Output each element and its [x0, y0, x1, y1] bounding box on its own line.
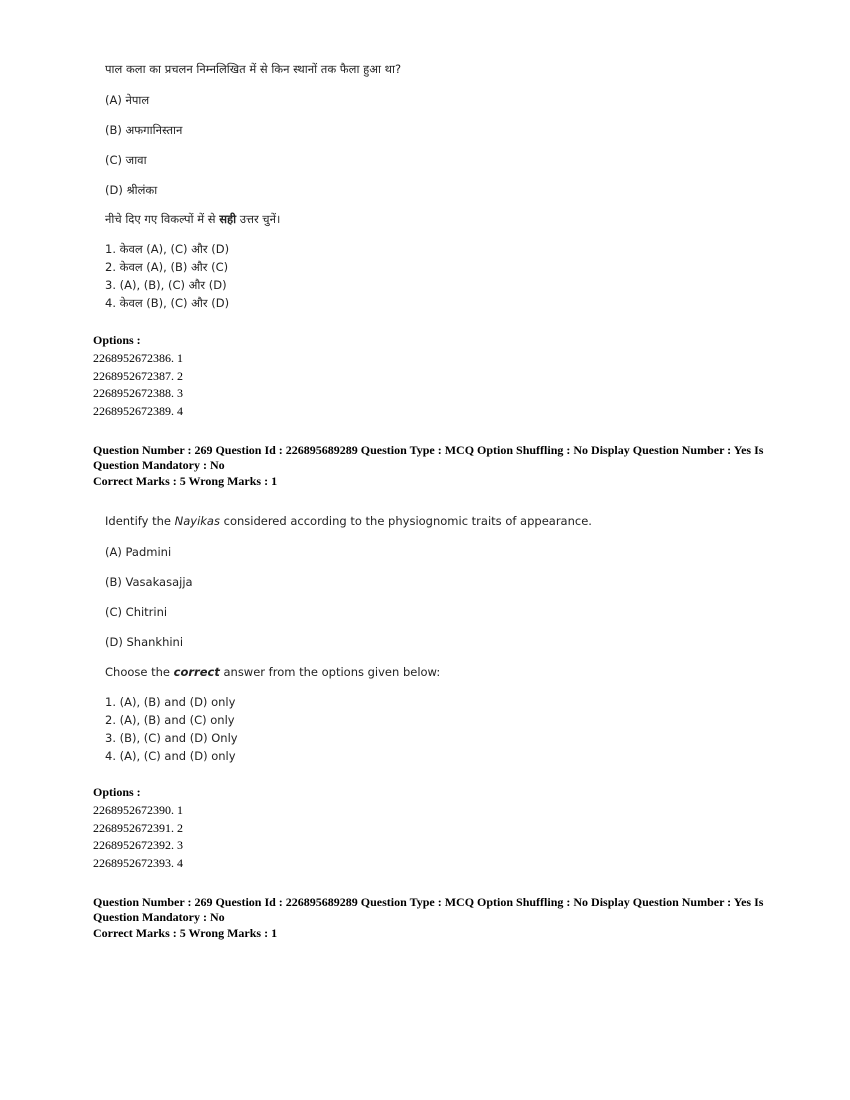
option-id: 2268952672386. 1	[93, 351, 183, 365]
answer-choice: 2. केवल (A), (B) और (C)	[105, 260, 229, 274]
statement-c: (C) जावा	[105, 153, 147, 167]
meta-line: Question Number : 269 Question Id : 226895689289 Question Type : MCQ Option Shuffling : No Display Question Number : Yes Is	[93, 895, 764, 909]
answer-choice: 3. (A), (B), (C) और (D)	[105, 278, 227, 292]
option-id: 2268952672388. 3	[93, 386, 183, 400]
option-id: 2268952672392. 3	[93, 838, 183, 852]
marks-line: Correct Marks : 5 Wrong Marks : 1	[93, 474, 278, 488]
answer-choice: 4. केवल (B), (C) और (D)	[105, 296, 230, 310]
statement-c: (C) Chitrini	[105, 605, 168, 619]
option-id: 2268952672393. 4	[93, 855, 183, 870]
meta-line: Question Mandatory : No	[93, 457, 225, 472]
answer-instruction: नीचे दिए गए विकल्पों में से सही उत्तर चुनें।	[105, 212, 281, 226]
statement-a: (A) नेपाल	[105, 93, 150, 107]
options-list	[93, 802, 183, 872]
statement-b: (B) अफगानिस्तान	[105, 123, 183, 137]
option-id: 2268952672389. 4	[93, 403, 183, 418]
options-heading: Options :	[93, 333, 141, 347]
statement-a: (A) Padmini	[105, 545, 172, 559]
answer-choice: 4. (A), (C) and (D) only	[105, 749, 236, 763]
question-stem: पाल कला का प्रचलन निम्नलिखित में से किन स्थानों तक फैला हुआ था?	[105, 62, 402, 76]
marks-line: Correct Marks : 5 Wrong Marks : 1	[93, 926, 278, 940]
answer-choice: 2. (A), (B) and (C) only	[105, 713, 235, 727]
meta-line: Question Number : 269 Question Id : 226895689289 Question Type : MCQ Option Shuffling : No Display Question Number : Yes Is	[93, 443, 764, 457]
question-meta	[93, 895, 783, 941]
question-meta	[93, 443, 783, 489]
statement-d: (D) श्रीलंका	[105, 183, 158, 197]
answer-choices	[105, 240, 229, 312]
option-id: 2268952672391. 2	[93, 820, 183, 835]
answer-choice: 1. (A), (B) and (D) only	[105, 695, 236, 709]
meta-line: Question Mandatory : No	[93, 909, 225, 924]
answer-choice: 1. केवल (A), (C) और (D)	[105, 242, 230, 256]
options-heading: Options :	[93, 785, 141, 799]
options-list	[93, 350, 183, 420]
statement-d: (D) Shankhini	[105, 635, 184, 649]
answer-instruction: Choose the correct answer from the options given below:	[105, 665, 441, 679]
answer-choice: 3. (B), (C) and (D) Only	[105, 731, 238, 745]
question-stem: Identify the Nayikas considered according to the physiognomic traits of appearance.	[105, 514, 592, 528]
answer-choices	[105, 693, 238, 765]
option-id: 2268952672387. 2	[93, 368, 183, 383]
option-id: 2268952672390. 1	[93, 803, 183, 817]
statement-b: (B) Vasakasajja	[105, 575, 193, 589]
